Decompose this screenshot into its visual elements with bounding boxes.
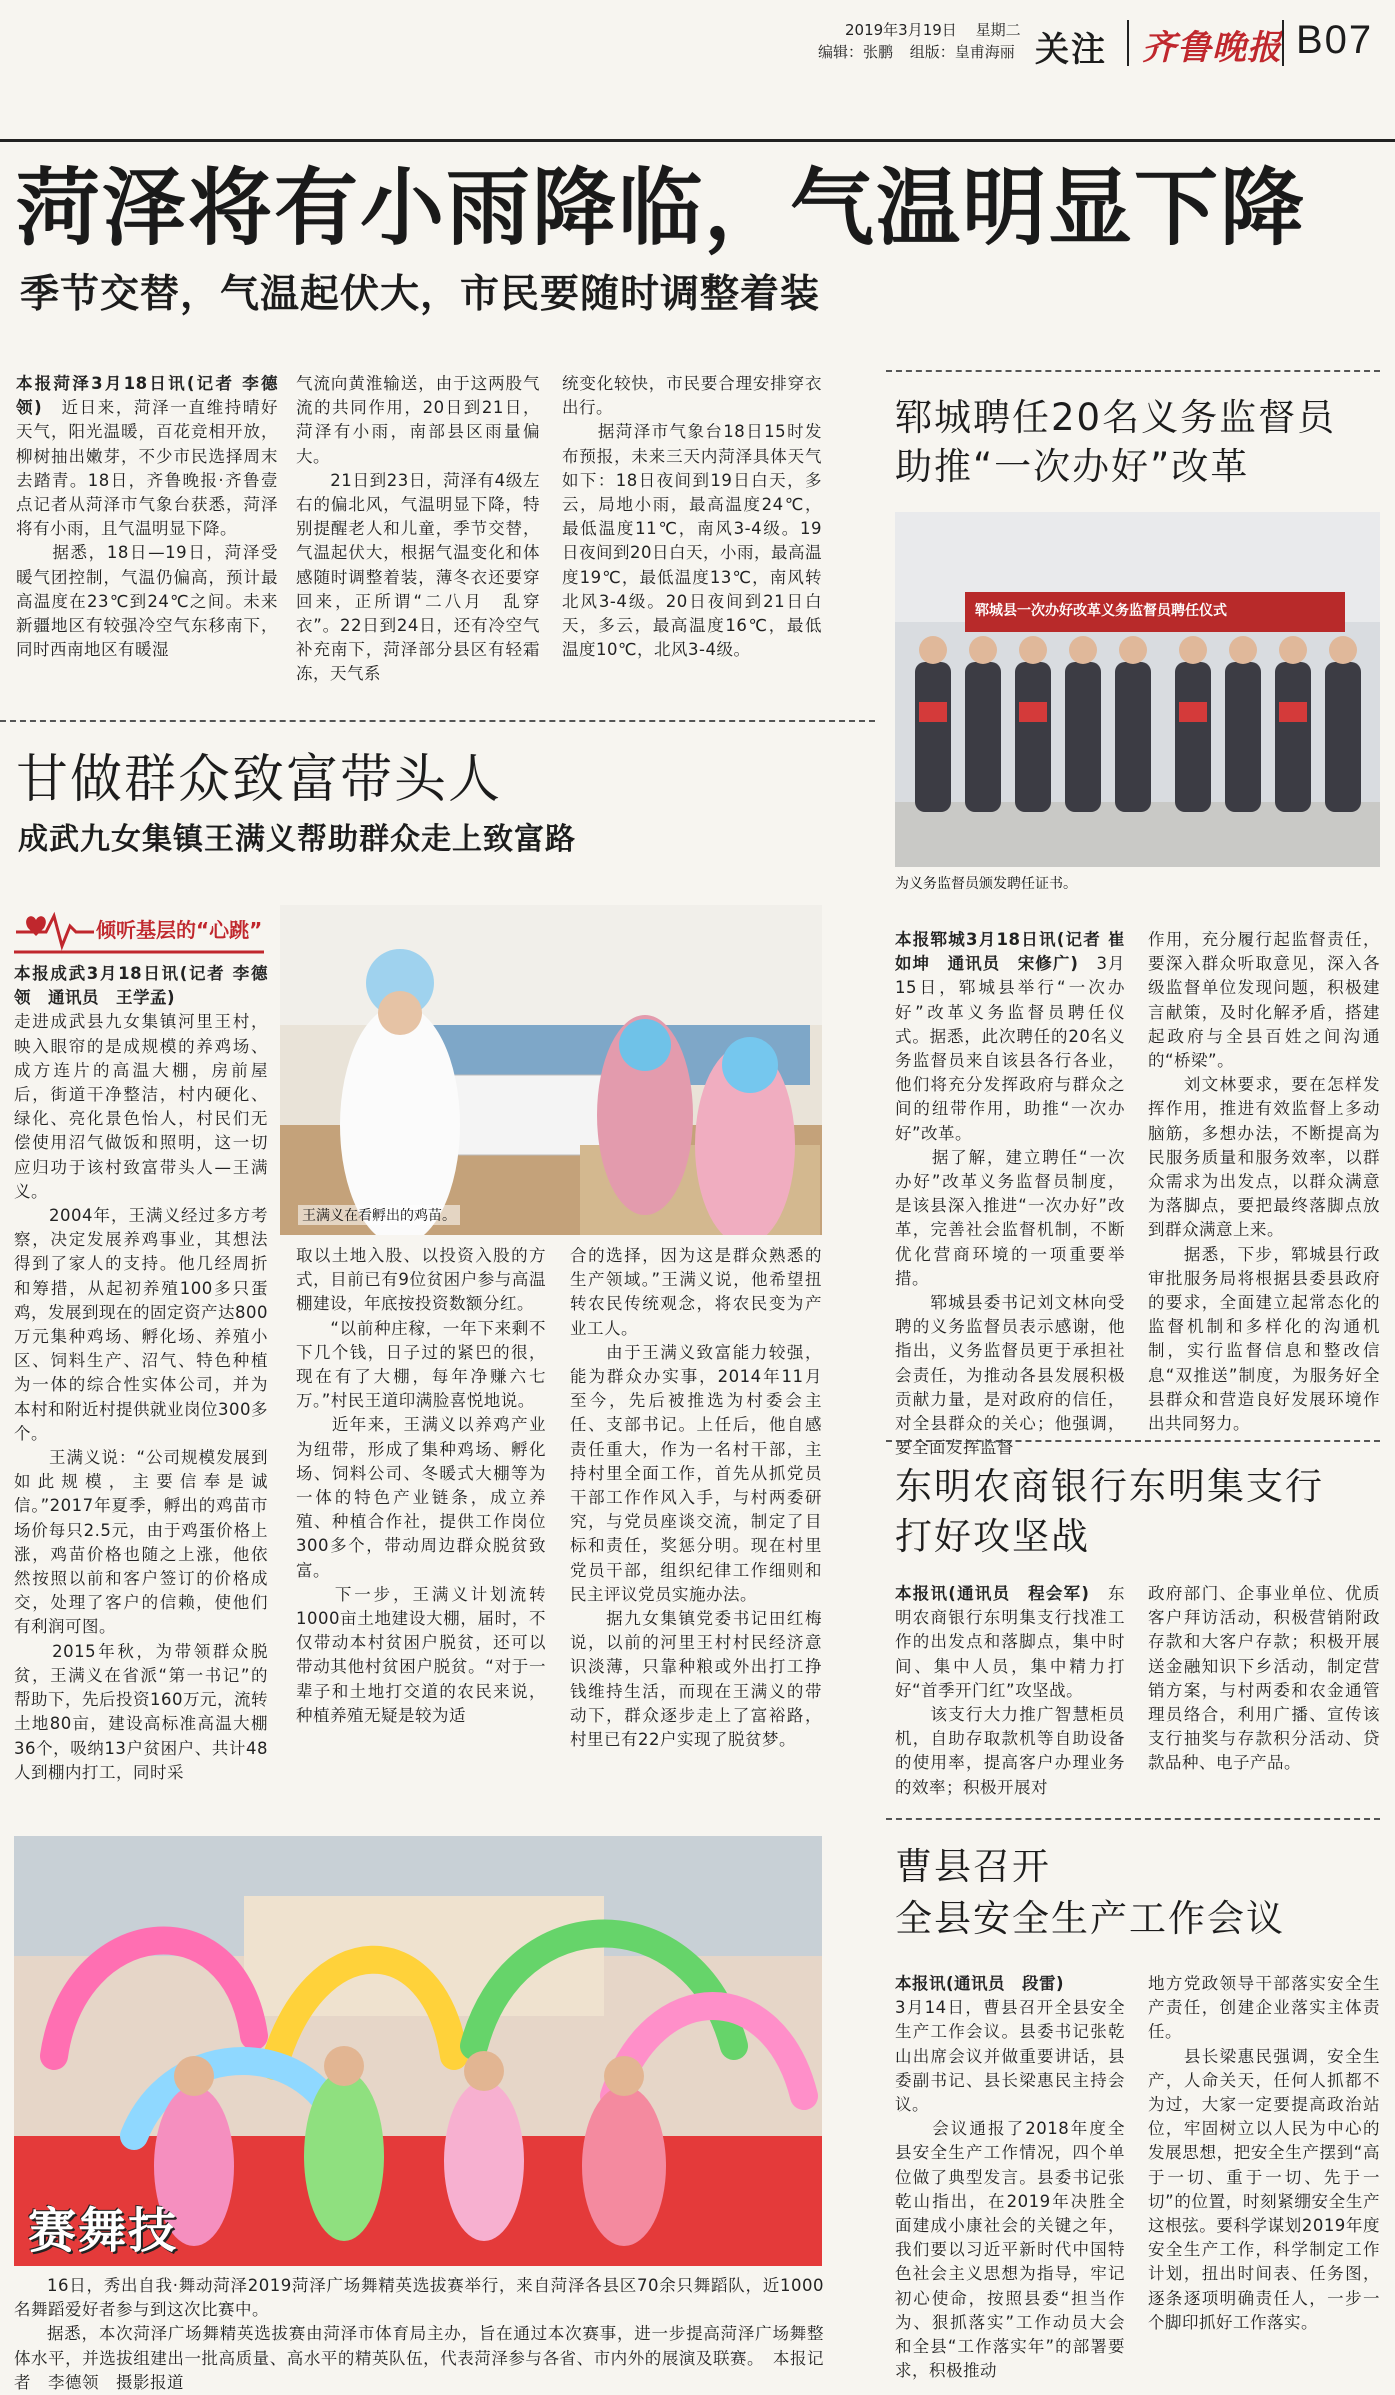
right2-col-1 <box>895 1582 1125 1800</box>
right1-col-1 <box>895 928 1125 1460</box>
ceremony-scene <box>895 512 1380 867</box>
header-rule <box>0 139 1395 142</box>
right2-headline-1: 东明农商银行东明集支行 <box>895 1465 1324 1508</box>
lead-col-1 <box>16 372 278 662</box>
header-divider <box>1127 20 1129 66</box>
right1-headline-2: 助推“一次办好”改革 <box>895 445 1250 488</box>
editors <box>818 42 1015 62</box>
story2-col-3: 合的选择，因为这是群众熟悉的生产领域。”王满义说，他希望扭转农民传统观念，将农民变为产业工人。 由于王满义致富能力较强，能为群众办实事，2014年11月至今，先后被推选为村委会主任、支部书记。上任后，他自感责任重大，作为一名村干部，主持村里全面工作，首先从抓党员干部工作作风入手，与村两委研究，与党员座谈交流，制定了目标和责任，奖惩分明。现在村里党员干部，组织纪律工作细则和民主评议党员实施办法。 据九女集镇党委书记田红梅说，以前的河里王村村民经济意识淡薄，只靠种粮或外出打工挣钱维持生活，而现在王满义的带动下，群众逐步走上了富裕路，村里已有22户实现了脱贫梦。 <box>570 1246 822 1750</box>
dashed-divider-2 <box>0 720 875 722</box>
egg-factory-photo <box>280 905 822 1235</box>
editor-name: 编辑：张鹏 <box>818 43 894 61</box>
story2-byline: 本报成武3月18日讯(记者 李德领 通讯员 王学孟) <box>14 964 268 1008</box>
right2-byline: 本报讯(通讯员 程会军) <box>895 1584 1090 1603</box>
right2-headline-2: 打好攻坚战 <box>895 1515 1090 1558</box>
right3-col-2: 地方党政领导干部落实安全生产责任，创建企业落实主体责任。 县长梁惠民强调，安全生产，人命关天，任何人抓都不为过，大家一定要提高政治站位，牢固树立以人民为中心的发展思想，把安全生产摆到“高于一切、重于一切、先于一切”的位置，时刻紧绷安全生产这根弦。要科学谋划2019年度安全生产工作，科学制定工作计划，扭出时间表、任务图，逐条逐项明确责任人，一步一个脚印抓好工作落实。 <box>1148 1974 1380 2332</box>
dashed-divider <box>886 370 1380 372</box>
column-logo <box>14 906 264 954</box>
dance-caption <box>14 2274 824 2395</box>
right3-headline-1: 曹县召开 <box>895 1845 1051 1888</box>
paper-logo: 齐鲁晚报 <box>1142 28 1282 68</box>
story2-col-1 <box>14 962 268 1785</box>
dance-photo <box>14 1836 822 2266</box>
weekday: 星期二 <box>975 21 1021 39</box>
dashed-divider-4 <box>886 1818 1380 1820</box>
dance-caption-2-text: 据悉，本次菏泽广场舞精英选拔赛由菏泽市体育局主办，旨在通过本次赛事，进一步提高菏泽广场舞整体水平，并选拔组建出一批高质量、高水平的精英队伍，代表菏泽参与各省、市内外的展演及联赛。 <box>14 2324 824 2368</box>
ceremony-banner-text: 郓城县一次办好改革义务监督员聘任仪式 <box>975 603 1227 619</box>
right3-text-1: 3月14日，曹县召开全县安全生产工作会议。县委书记张乾山出席会议并做重要讲话，县委副书记、县长梁惠民主持会议。 会议通报了2018年度全县安全生产工作情况，四个单位做了典型发言。县委书记张乾山指出，在2019年决胜全面建成小康社会的关键之年，我们要以习近平新时代中国特色社会主义思想为指导，牢记初心使命，按照县委“担当作为、狠抓落实”工作动员大会和全县“工作落实年”的部署要求，积极推动 <box>895 1998 1125 2381</box>
page-number: B07 <box>1296 18 1374 62</box>
lead-text-1: 近日来，菏泽一直维持晴好天气，阳光温暖，百花竞相开放，柳树抽出嫩芽，不少市民选择周末去踏青。18日，齐鲁晚报·齐鲁壹点记者从菏泽市气象台获悉，菏泽将有小雨，且气温明显下降。 据悉，18日—19日，菏泽受暖气团控制，气温仍偏高，预计最高温度在23℃到24℃之间。未来新疆地区有较强冷空气东移南下，同时西南地区有暖湿 <box>16 398 279 660</box>
layout-name: 组版：皇甫海丽 <box>909 43 1015 61</box>
story2-subhead: 成武九女集镇王满义帮助群众走上致富路 <box>18 822 576 857</box>
right1-text-1: 3月15日，郓城县举行“一次办好”改革义务监督员聘任仪式。据悉，此次聘任的20名义务监督员来自该县各行各业，他们将充分发挥政府与群众之间的纽带作用，助推“一次办好”改革。 据了解，建立聘任“一次办好”改革义务监督员制度，是该县深入推进“一次办好”改革，完善社会监督机制，不断优化营商环境的一项重要举措。 郓城县委书记刘文林向受聘的义务监督员表示感谢，他指出，义务监督员更于承担社会责任，为推动各县发展积极贡献力量，是对政府的信任，对全县群众的关心；他强调，要全面发挥监督 <box>895 954 1126 1458</box>
dance-caption-2 <box>14 2322 824 2395</box>
right1-headline-1: 郓城聘任20名义务监督员 <box>895 396 1337 439</box>
lead-col-3: 统变化较快，市民要合理安排穿衣出行。 据菏泽市气象台18日15时发布预报，未来三天内菏泽具体天气如下：18日夜间到19日白天，多云，局地小雨，最高温度24℃，最低温度11℃，南风3-4级。19日夜间到20日白天，小雨，最高温度19℃，最低温度13℃，南风转北风3-4级。20日夜间到21日白天，多云，最高温度16℃，最低温度10℃，北风3-4级。 <box>562 374 822 660</box>
right3-headline-2: 全县安全生产工作会议 <box>895 1897 1285 1940</box>
egg-photo-caption: 王满义在看孵出的鸡苗。 <box>298 1205 460 1225</box>
story2-headline: 甘做群众致富带头人 <box>16 750 503 810</box>
section-name: 关注 <box>1035 30 1107 70</box>
ceremony-caption: 为义务监督员颁发聘任证书。 <box>895 876 1077 892</box>
column-logo-text: 倾听基层的“心跳” <box>96 918 263 942</box>
photo-scene <box>280 905 822 1235</box>
right3-byline: 本报讯(通讯员 段雷) <box>895 1974 1065 1993</box>
right2-text-1: 东明农商银行东明集支行找准工作的出发点和落脚点，集中时间、集中人员，集中精力打好“首季开门红”攻坚战。 该支行大力推广智慧柜员机，自助存取款机等自助设备的使用率，提高客户办理业务的效率；积极开展对 <box>895 1584 1125 1797</box>
story2-col-2: 取以土地入股、以投资入股的方式，目前已有9位贫困户参与高温棚建设，年底按投资数额分红。 “以前种庄稼，一年下来剩不下几个钱，日子过的紧巴的很，现在有了大棚，每年净赚六七万。”村民王道印满脸喜悦地说。 近年来，王满义以养鸡产业为纽带，形成了集种鸡场、孵化场、饲料公司、冬暖式大棚等为一体的特色产业链条，成立养殖、种植合作社，提供工作岗位300多个，带动周边群众脱贫致富。 下一步，王满义计划流转1000亩土地建设大棚，届时，不仅带动本村贫困户脱贫，还可以带动其他村贫困户脱贫。“对于一辈子和土地打交道的农民来说，种植养殖无疑是较为适 <box>296 1246 546 1725</box>
issue-date <box>845 20 1021 40</box>
right2-col-2: 政府部门、企事业单位、优质客户拜访活动，积极营销附政存款和大客户存款；积极开展送金融知识下乡活动，制定营销方案，与村两委和农金通管理员络合，利用广播、宣传该支行抽奖与存款积分活动、贷款品种、电子产品。 <box>1148 1584 1380 1773</box>
dance-caption-1: 16日，秀出自我·舞动菏泽2019菏泽广场舞精英选拔赛举行，来自菏泽各县区70余只舞蹈队，近1000名舞蹈爱好者参与到这次比赛中。 <box>14 2276 824 2320</box>
right3-col-1 <box>895 1972 1125 2383</box>
header-divider-2 <box>1282 20 1284 66</box>
dance-credit: 本报记者 李德领 摄影报道 <box>14 2348 825 2392</box>
lead-headline: 菏泽将有小雨降临，气温明显下降 <box>16 159 1307 257</box>
story2-text-1: 走进成武县九女集镇河里王村，映入眼帘的是成规模的养鸡场、成方连片的高温大棚，房前屋后，街道干净整洁，村内硬化、绿化、亮化景色怡人，村民们无偿使用沼气做饭和照明，这一切应归功于该村致富带头人—王满义。 2004年，王满义经过多方考察，决定发展养鸡事业，其想法得到了家人的支持。他几经周折和筹措，从起初养殖100多只蛋鸡，发展到现在的固定资产达800万元集种鸡场、孵化场、养殖小区、饲料生产、沼气、特色种植为一体的综合性实体公司，并为本村和附近村提供就业岗位300多个。 王满义说：“公司规模发展到如此规模，主要信奉是诚信。”2017年夏季，孵出的鸡苗市场价每只2.5元，由于鸡蛋价格上涨，鸡苗价格也随之上涨，他依然按照以前和客户签订的价格成交，处理了客户的信赖，使他们有利润可图。 2015年秋，为带领群众脱贫，王满义在省派“第一书记”的帮助下，先后投资160万元，流转土地80亩，建设高标准高温大棚36个，吸纳13户贫困户、共计48人到棚内打工，同时采 <box>14 1012 268 1782</box>
right1-col-2: 作用，充分履行起监督责任，要深入群众听取意见，深入各级监督单位发现问题，积极建言献策，及时化解矛盾，搭建起政府与全县百姓之间沟通的“桥梁”。 刘文林要求，要在怎样发挥作用，推进有效监督上多动脑筋，多想办法，不断提高为民服务质量和服务效率，以群众需求为出发点，以群众满意为落脚点，要把最终落脚点放到群众满意上来。 据悉，下步，郓城县行政审批服务局将根据县委县政府的要求，全面建立起常态化的监督机制和多样化的沟通机制，实行监督信息和整改信息“双推送”制度，为服务好全县群众和营造良好发展环境作出共同努力。 <box>1148 930 1380 1434</box>
lead-byline: 本报菏泽3月18日讯(记者 李德领) <box>16 374 278 418</box>
lead-col-2: 气流向黄淮输送，由于这两股气流的共同作用，20日到21日，菏泽有小雨，南部县区雨量偏大。 21日到23日，菏泽有4级左右的偏北风，气温明显下降，特别提醒老人和儿童，季节交替，气温起伏大，根据气温变化和体感随时调整着装，薄冬衣还要穿回来，正所谓“二八月 乱穿衣”。22日到24日，还有冷空气补充南下，菏泽部分县区有轻霜冻，天气系 <box>296 374 540 684</box>
dashed-divider-3 <box>886 1440 1380 1442</box>
right1-byline: 本报郓城3月18日讯(记者 崔如坤 通讯员 宋修广) <box>895 930 1125 974</box>
dance-overlay-title: 赛舞技 <box>28 2203 179 2259</box>
ceremony-photo <box>895 512 1380 867</box>
date: 2019年3月19日 <box>845 21 957 39</box>
lead-subhead: 季节交替，气温起伏大，市民要随时调整着装 <box>20 272 821 317</box>
